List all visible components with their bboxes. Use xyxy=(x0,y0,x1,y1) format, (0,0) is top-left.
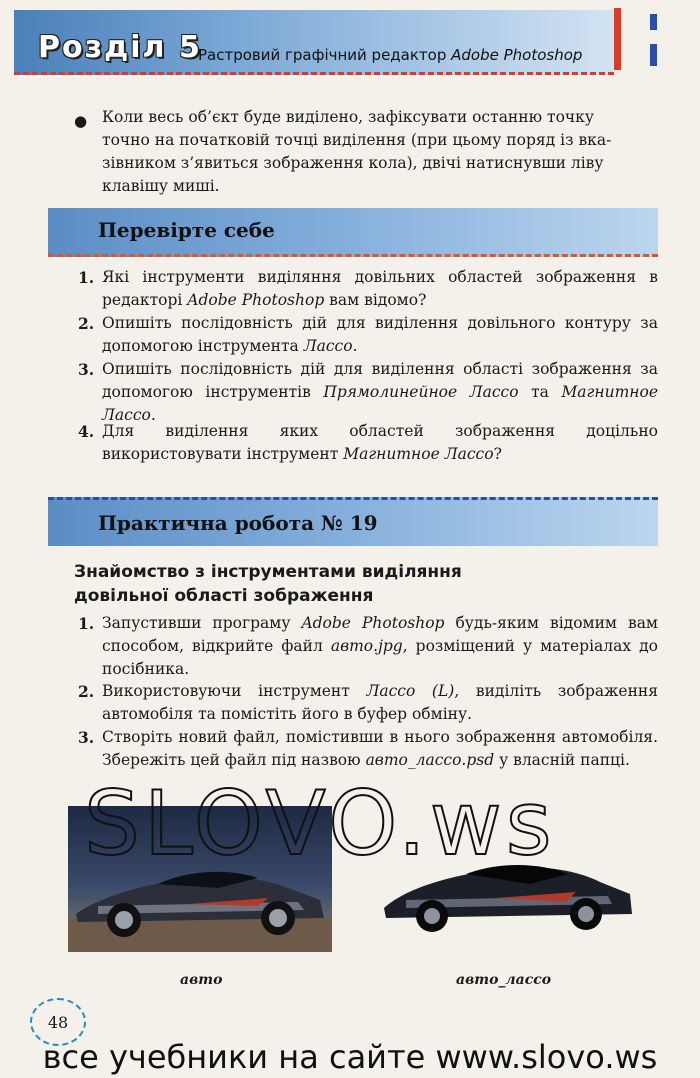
caption-left: авто xyxy=(180,972,223,988)
caption-right: авто_лассо xyxy=(456,972,552,988)
question-3: 3. Опишіть послідовність дій для виділення області зображення за допомогою інструментів Прямолинейное Лассо та Магнитное Лассо. xyxy=(78,360,658,424)
practical-work-title: Практична робота № 19 xyxy=(98,511,378,535)
bullet-dot: ● xyxy=(74,112,88,130)
chapter-label: Розділ 5 xyxy=(38,30,202,65)
header-edge-mark-blue-2 xyxy=(650,44,657,66)
footer-site-text: все учебники на сайте www.slovo.ws xyxy=(42,1038,658,1076)
question-4: 4. Для виділення яких областей зображення доцільно використовувати інструмент Магнитное Лассо? xyxy=(78,422,658,463)
watermark: SLOVO.ws xyxy=(84,772,556,875)
practical-subtitle: Знайомство з інструментами виділяння довільної області зображення xyxy=(74,562,462,606)
intro-bullet-text: Коли весь об’єкт буде виділено, зафіксувати останню точку точно на початковій точці виділення (при цьому поряд із вка- зівником з’явиться зображення кола), двічі натиснувши ліву клавішу миші. xyxy=(102,108,612,195)
step-2: 2. Використовуючи інструмент Лассо (L), виділіть зображення автомобіля та помістіть його в буфер обміну. xyxy=(78,682,659,723)
page-number: 48 xyxy=(30,998,86,1046)
question-1: 1. Які інструменти виділяння довільних областей зображення в редакторі Adobe Photoshop вам відомо? xyxy=(78,268,658,309)
chapter-title: Растровий графічний редактор Adobe Photoshop xyxy=(198,46,583,64)
step-3: 3. Створіть новий файл, помістивши в нього зображення автомобіля. Збережіть цей файл під назвою авто_лассо.psd у власній папці. xyxy=(78,728,658,769)
header-edge-mark-red xyxy=(614,8,621,70)
step-1: 1. Запустивши програму Adobe Photoshop будь-яким відомим вам способом, відкрийте файл авто.jpg, розміщений у матеріалах до посібника. xyxy=(78,614,658,678)
question-2: 2. Опишіть послідовність дій для виділення довільного контуру за допомогою інструмента Лассо. xyxy=(78,314,658,355)
check-yourself-title: Перевірте себе xyxy=(98,218,275,242)
header-edge-mark-blue-1 xyxy=(650,14,657,30)
